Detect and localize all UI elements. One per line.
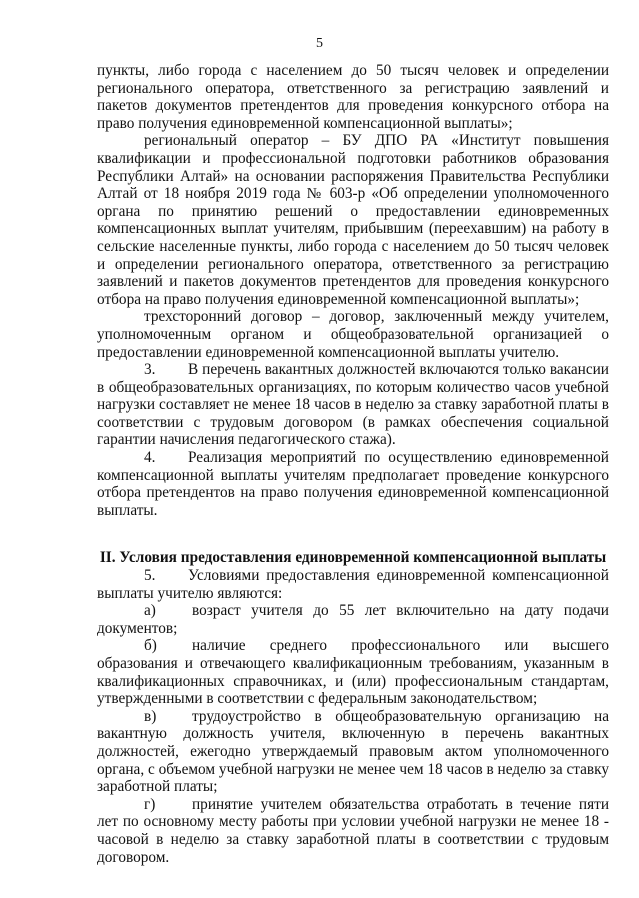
item-5 — [97, 567, 609, 602]
condition-v-label: в) — [144, 707, 157, 725]
condition-g-text: принятие учителем обязательства отработать в течение пяти лет по основному месту работы при условии учебной нагрузки не менее 18 - часовой в неделю за ставку заработной платы в соответствии с трудовым договором. — [97, 795, 609, 866]
condition-a-label: а) — [144, 602, 156, 620]
item-4-number: 4. — [144, 449, 156, 467]
item-4 — [97, 449, 609, 519]
condition-a — [97, 602, 609, 637]
section-heading: II. Условия предоставления единовременной компенсационной выплаты — [99, 549, 607, 567]
condition-g-label: г) — [144, 795, 156, 813]
item-4-text: Реализация мероприятий по осуществлению единовременной компенсационной выплаты учителям предполагает проведение конкурсного отбора претендентов на право получения единовременной компенсационной выплаты. — [97, 449, 609, 519]
paragraph-continuation: пункты, либо города с населением до 50 тысяч человек и определении регионального оператора, ответственного за регистрацию заявлений и пакетов документов претендентов для проведения конкурсного отбора на право получения единовременной компенсационной выплаты»; — [97, 62, 609, 132]
condition-v — [97, 708, 609, 796]
item-5-text: Условиями предоставления единовременной компенсационной выплаты учителю являются: — [97, 567, 609, 602]
condition-b-text: наличие среднего профессионального или высшего образования и отвечающего квалификационным требованиям, указанным в квалификационных справочниках, и (или) профессиональным стандартам, утвержденными в соответствии с федеральным законодательством; — [97, 637, 609, 708]
item-3 — [97, 361, 609, 449]
item-3-number: 3. — [144, 361, 156, 379]
page-number: 5 — [316, 36, 323, 51]
condition-b — [97, 637, 609, 707]
condition-v-text: трудоустройство в общеобразовательную организацию на вакантную должность учителя, включенную в перечень вакантных должностей, ежегодно утверждаемый правовым актом уполномоченного органа, с объемом учебной нагрузки не менее чем 18 часов в неделю за ставку заработной платы; — [97, 707, 609, 796]
paragraph-regional-operator: региональный оператор – БУ ДПО РА «Институт повышения квалификации и профессиональной подготовки работников образования Республики Алтай» на основании распоряжения Правительства Республики Алтай от 18 ноября 2019 года № 603-р «Об определении уполномоченного органа по принятию решений о предоставлении единовременных компенсационных выплат учителям, прибывшим (переехавшим) на работу в сельские населенные пункты, либо города с населением до 50 тысяч человек и определении регионального оператора, ответственного за регистрацию заявлений и пакетов документов претендентов для проведения конкурсного отбора на право получения единовременной компенсационной выплаты»; — [97, 132, 609, 308]
document-body — [97, 62, 609, 866]
condition-a-text: возраст учителя до 55 лет включительно на дату подачи документов; — [97, 602, 609, 637]
condition-g — [97, 796, 609, 866]
condition-b-label: б) — [144, 637, 157, 655]
item-3-text: В перечень вакантных должностей включаются только вакансии в общеобразовательных организациях, по которым количество часов учебной нагрузки составляет не менее 18 часов в неделю за ставку заработной платы в соответствии с трудовым договором (в рамках обеспечения социальной гарантии начисления педагогического стажа). — [97, 361, 609, 449]
item-5-number: 5. — [144, 567, 156, 585]
paragraph-tripartite-agreement: трехсторонний договор – договор, заключенный между учителем, уполномоченным органом и общеобразовательной организацией о предоставлении единовременной компенсационной выплаты учителю. — [97, 308, 609, 361]
